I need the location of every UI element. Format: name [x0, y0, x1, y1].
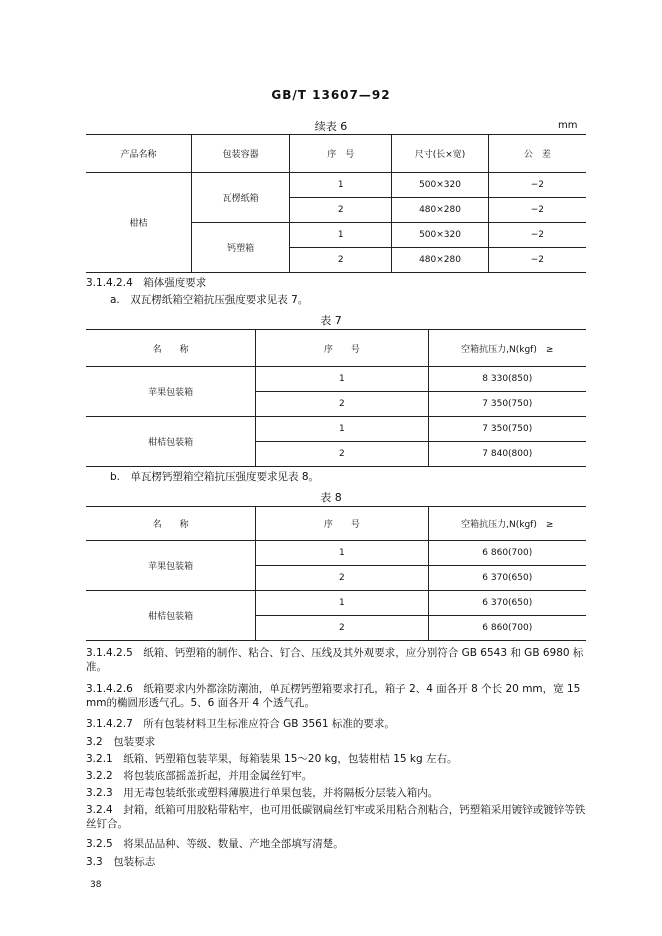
table6-tolerance-cell: −2	[488, 173, 586, 198]
table7-seq-cell: 2	[256, 442, 428, 467]
section-number: 3.1.4.2.6	[86, 683, 133, 695]
table6-caption: 续表 6	[314, 120, 348, 133]
table7-value-cell: 7 350(750)	[428, 392, 586, 417]
section-number: 3.3	[86, 856, 103, 868]
table6-tolerance-cell: −2	[488, 223, 586, 248]
table7-header-seq: 序 号	[256, 330, 428, 367]
item-text: 单瓦楞钙塑箱空箱抗压强度要求见表 8。	[130, 471, 320, 483]
table7-seq-cell: 2	[256, 392, 428, 417]
table6-product-cell: 柑桔	[86, 173, 192, 273]
item-label: a.	[110, 294, 120, 306]
table8	[86, 506, 586, 641]
table8-seq-cell: 2	[256, 566, 428, 591]
table6-seq-cell: 2	[290, 248, 392, 273]
table8-name-cell: 苹果包装箱	[86, 541, 256, 591]
page-number: 38	[90, 880, 102, 890]
item-a	[110, 293, 610, 307]
section-number: 3.1.4.2.4	[86, 277, 133, 289]
table6-tolerance-cell: −2	[488, 198, 586, 223]
section-number: 3.2.5	[86, 838, 113, 850]
table6-seq-cell: 1	[290, 223, 392, 248]
item-b	[110, 470, 610, 484]
section-text: 箱体强度要求	[143, 277, 207, 289]
item-label: b.	[110, 471, 121, 483]
table8-header-value: 空箱抗压力,N(kgf) ≥	[428, 507, 586, 541]
table7-header-value: 空箱抗压力,N(kgf) ≥	[428, 330, 586, 367]
section-text: 纸箱要求内外都涂防潮油，单瓦楞钙塑箱要求打孔，箱子 2、4 面各开 8 个长 20 mm，宽 15 mm的椭圆形透气孔。5、6 面各开 4 个透气孔。	[86, 683, 581, 709]
table6-seq-cell: 1	[290, 173, 392, 198]
section-text: 将果品品种、等级、数量、产地全部填写清楚。	[123, 838, 344, 850]
table6-header-tolerance: 公 差	[488, 135, 586, 173]
table7-seq-cell: 1	[256, 417, 428, 442]
table7-value-cell: 7 350(750)	[428, 417, 586, 442]
section-text: 封箱，纸箱可用胶粘带粘牢，也可用低碳钢扁丝钉牢或采用粘合剂粘合，钙塑箱采用镀锌或镀锌等铁丝钉合。	[86, 804, 586, 830]
section-3-1-4-2-7	[86, 717, 586, 731]
section-text: 纸箱、钙塑箱包装苹果，每箱装果 15～20 kg，包装柑桔 15 kg 左右。	[123, 753, 458, 765]
section-number: 3.2.4	[86, 804, 113, 816]
section-text: 包装标志	[113, 856, 156, 868]
section-3-2-2	[86, 769, 586, 783]
table6-size-cell: 480×280	[392, 198, 488, 223]
table7-value-cell: 8 330(850)	[428, 367, 586, 392]
table6-container-cell: 钙塑箱	[192, 223, 290, 273]
table8-seq-cell: 1	[256, 541, 428, 566]
table8-value-cell: 6 370(650)	[428, 566, 586, 591]
table6-size-cell: 500×320	[392, 223, 488, 248]
section-text: 所有包装材料卫生标准应符合 GB 3561 标准的要求。	[143, 718, 395, 730]
section-number: 3.2.1	[86, 753, 113, 765]
section-number: 3.1.4.2.5	[86, 647, 133, 659]
section-3-1-4-2-4	[86, 276, 586, 290]
table7	[86, 329, 586, 467]
table6-unit: mm	[558, 120, 578, 131]
table6-header-product: 产品名称	[86, 135, 192, 173]
section-number: 3.1.4.2.7	[86, 718, 133, 730]
section-number: 3.2.2	[86, 770, 113, 782]
section-number: 3.2.3	[86, 787, 113, 799]
table7-name-cell: 柑桔包装箱	[86, 417, 256, 467]
table8-header-seq: 序 号	[256, 507, 428, 541]
section-number: 3.2	[86, 736, 103, 748]
table7-caption: 表 7	[320, 314, 342, 327]
table6-header-seq: 序 号	[290, 135, 392, 173]
section-3-2-5	[86, 837, 586, 851]
table6-header-size: 尺寸(长×宽)	[392, 135, 488, 173]
item-text: 双瓦楞纸箱空箱抗压强度要求见表 7。	[130, 294, 309, 306]
table8-seq-cell: 2	[256, 616, 428, 641]
table8-seq-cell: 1	[256, 591, 428, 616]
section-3-3	[86, 855, 586, 869]
table8-value-cell: 6 370(650)	[428, 591, 586, 616]
section-3-1-4-2-6	[86, 682, 586, 710]
table7-header-name: 名 称	[86, 330, 256, 367]
table8-name-cell: 柑桔包装箱	[86, 591, 256, 641]
table8-value-cell: 6 860(700)	[428, 541, 586, 566]
table7-seq-cell: 1	[256, 367, 428, 392]
table8-value-cell: 6 860(700)	[428, 616, 586, 641]
table8-header-name: 名 称	[86, 507, 256, 541]
section-text: 包装要求	[113, 736, 156, 748]
section-text: 用无毒包装纸张或塑料薄膜进行单果包装，并将隔板分层装入箱内。	[123, 787, 439, 799]
table6	[86, 134, 586, 273]
section-text: 纸箱、钙塑箱的制作、粘合、钉合、压线及其外观要求，应分别符合 GB 6543 和 GB 6980 标准。	[86, 647, 584, 673]
section-3-2-4	[86, 803, 586, 831]
section-3-1-4-2-5	[86, 646, 586, 674]
table6-header-container: 包装容器	[192, 135, 290, 173]
section-3-2-1	[86, 752, 586, 766]
table6-size-cell: 480×280	[392, 248, 488, 273]
table6-seq-cell: 2	[290, 198, 392, 223]
table7-name-cell: 苹果包装箱	[86, 367, 256, 417]
standard-code-header: GB/T 13607—92	[271, 88, 391, 102]
table6-tolerance-cell: −2	[488, 248, 586, 273]
table7-value-cell: 7 840(800)	[428, 442, 586, 467]
table8-caption: 表 8	[320, 491, 342, 504]
section-3-2-3	[86, 786, 586, 800]
section-3-2	[86, 735, 586, 749]
table6-container-cell: 瓦楞纸箱	[192, 173, 290, 223]
section-text: 将包装底部摇盖折起，并用金属丝钉牢。	[123, 770, 313, 782]
table6-size-cell: 500×320	[392, 173, 488, 198]
